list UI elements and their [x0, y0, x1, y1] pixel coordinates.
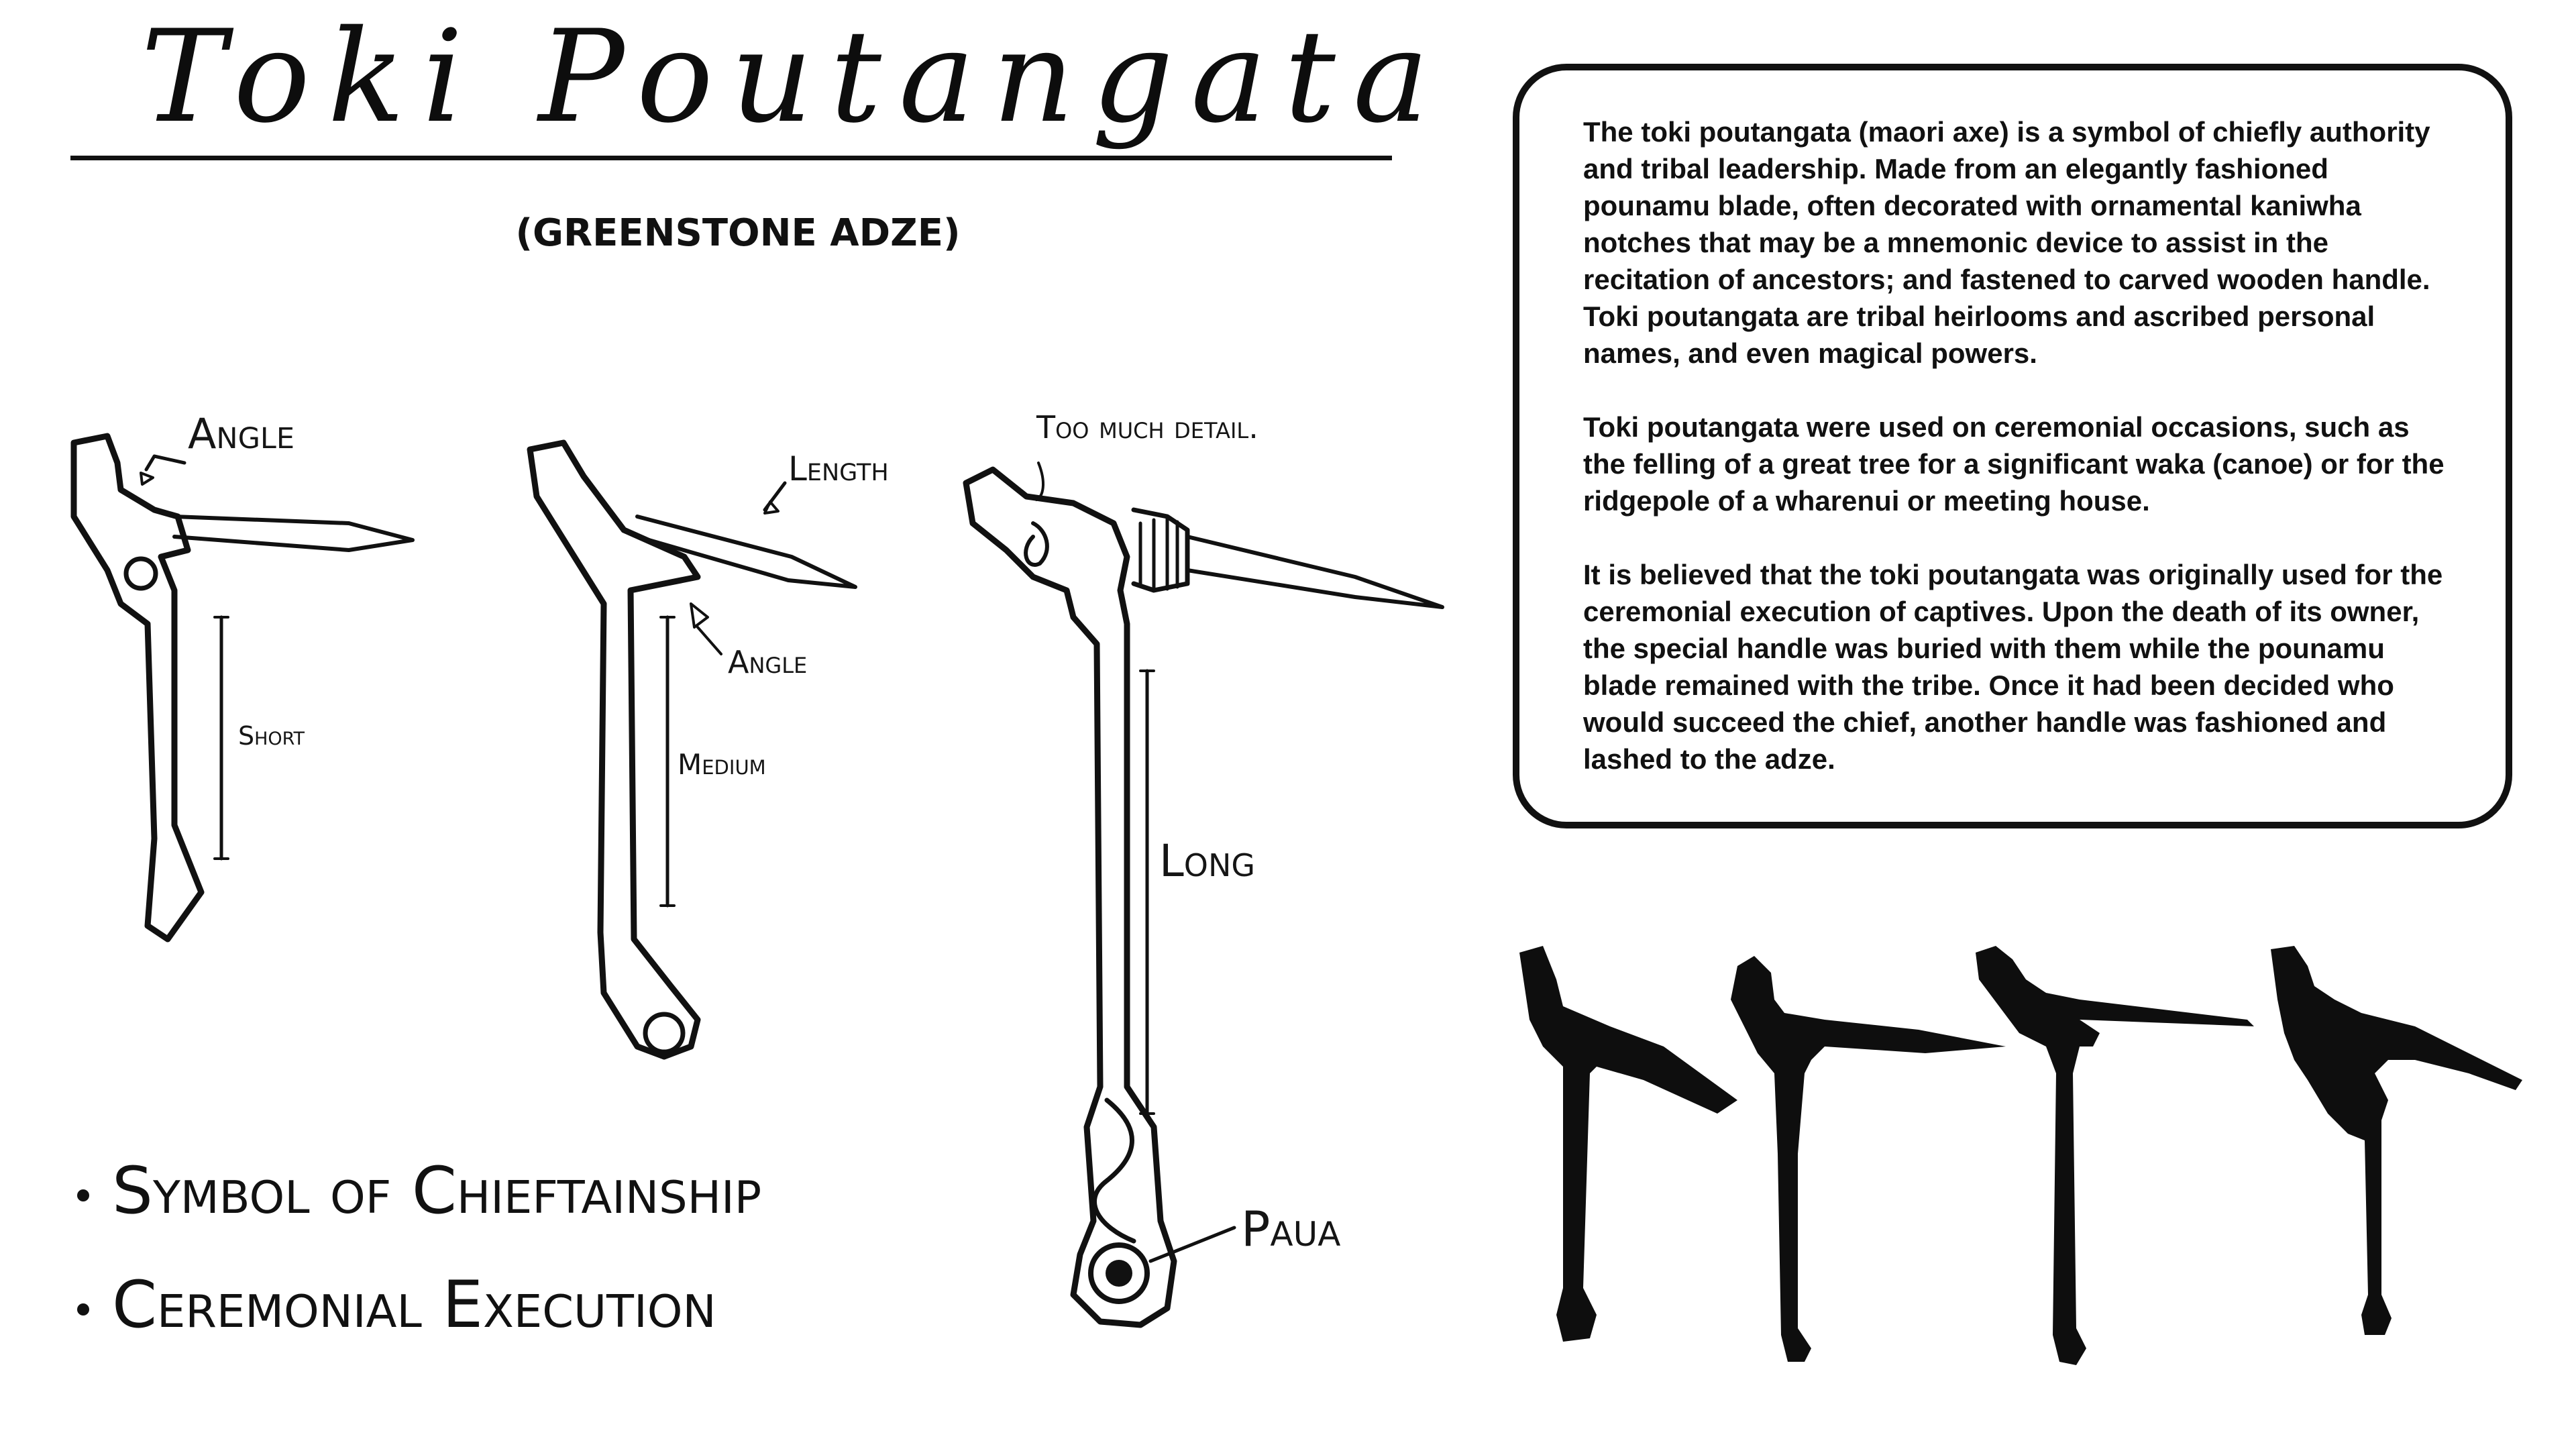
page-title: Toki Poutangata: [141, 3, 1447, 151]
label-too-much-detail: Too much detail.: [1036, 409, 1258, 445]
bullet-text: Symbol of Chieftainship: [112, 1153, 762, 1228]
description-paragraph-3: It is believed that the toki poutangata was originally used for the ceremonial execution of captives. Upon the death of its owner, the special handle was buried with them while the pounamu blade remained with the tribe. Once it had been decided who would succeed the chief, another handle was fashioned and lashed to the adze.: [1583, 559, 2443, 775]
label-angle-2: Angle: [728, 644, 808, 680]
label-angle-1: Angle: [188, 409, 295, 458]
silhouette-3: [1976, 946, 2254, 1365]
description-paragraph-1: The toki poutangata (maori axe) is a symbol of chiefly authority and tribal leadership. Made from an elegantly fashioned pounamu blade, often decorated with ornamental kaniwha notches that may be a mnemonic device to assist in the recitation of ancestors; and fastened to carved wooden handle. Toki poutangata are tribal heirlooms and ascribed personal names, and even magical powers.: [1583, 116, 2430, 369]
label-medium: Medium: [678, 748, 766, 781]
description-paragraph-2: Toki poutangata were used on ceremonial occasions, such as the felling of a great tree for a significant waka (canoe) or for the ridgepole of a wharenui or meeting house.: [1583, 411, 2445, 517]
silhouette-4: [2271, 946, 2522, 1335]
label-length: Length: [788, 449, 889, 488]
label-short: Short: [238, 721, 305, 751]
silhouette-2: [1731, 956, 2006, 1362]
label-long: Long: [1159, 835, 1256, 887]
bullet-text: Ceremonial Execution: [112, 1267, 716, 1342]
label-paua: Paua: [1241, 1201, 1341, 1257]
silhouette-1: [1519, 946, 1737, 1342]
page-subtitle: (GREENSTONE ADZE): [515, 211, 961, 255]
